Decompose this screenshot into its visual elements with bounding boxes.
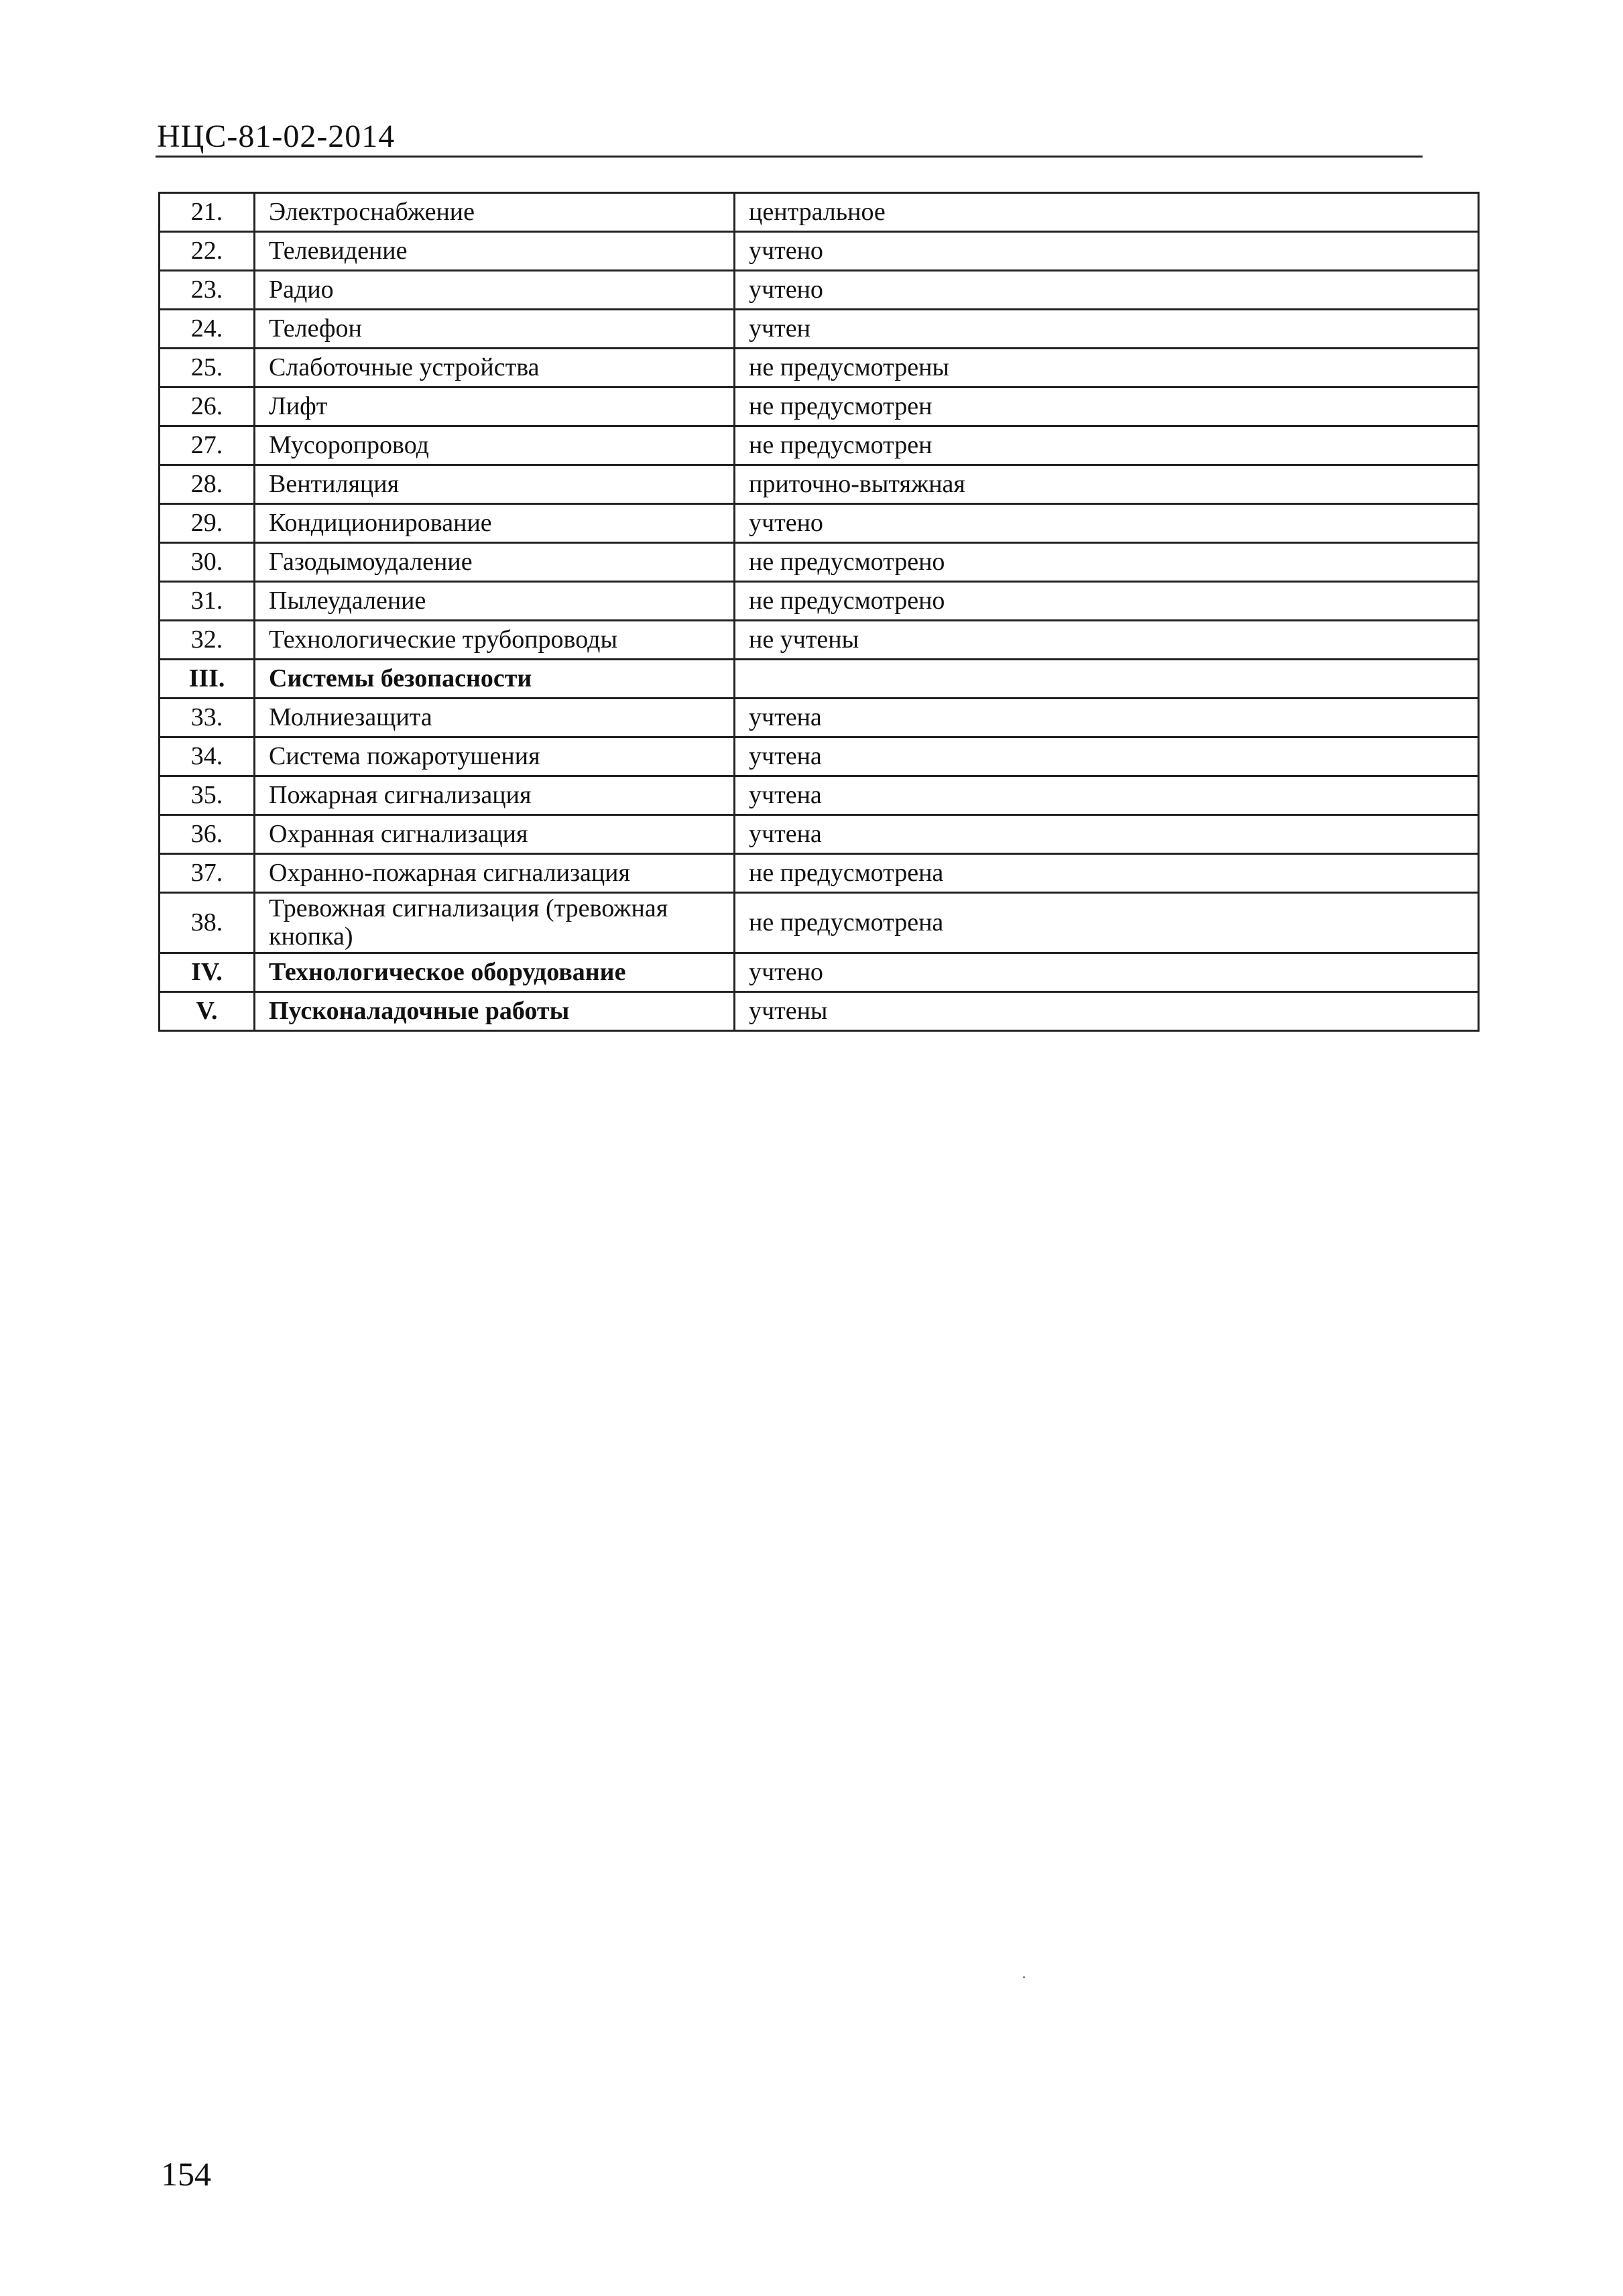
- row-name-cell: Охранно-пожарная сигнализация: [255, 854, 735, 893]
- row-number-cell: 38.: [160, 893, 255, 953]
- row-name-cell: Системы безопасности: [255, 660, 735, 699]
- section-row: [160, 660, 1479, 699]
- row-number-cell: 27.: [160, 426, 255, 465]
- document-header: [156, 107, 1423, 158]
- row-name-cell: Мусоропровод: [255, 426, 735, 465]
- row-number-cell: 29.: [160, 504, 255, 543]
- row-name-cell: Молниезащита: [255, 699, 735, 737]
- row-number-cell: 32.: [160, 621, 255, 660]
- scan-speck: [1023, 1976, 1025, 1978]
- row-value-cell: не предусмотрено: [735, 543, 1479, 582]
- table-row: [160, 582, 1479, 621]
- row-number-cell: 22.: [160, 232, 255, 271]
- document-code: НЦС-81-02-2014: [157, 119, 396, 154]
- row-value-cell: учтена: [735, 737, 1479, 776]
- row-name-cell: Слаботочные устройства: [255, 349, 735, 387]
- row-number-cell: 34.: [160, 737, 255, 776]
- row-name-cell: Электроснабжение: [255, 193, 735, 232]
- row-value-cell: учтена: [735, 815, 1479, 854]
- row-name-cell: Радио: [255, 271, 735, 310]
- row-name-cell: Вентиляция: [255, 465, 735, 504]
- row-name-cell: Пылеудаление: [255, 582, 735, 621]
- table-row: [160, 232, 1479, 271]
- row-value-cell: учтена: [735, 776, 1479, 815]
- row-value-cell: не предусмотрен: [735, 426, 1479, 465]
- row-number-cell: 24.: [160, 310, 255, 349]
- row-number-cell: 30.: [160, 543, 255, 582]
- specification-table: [158, 192, 1480, 1032]
- section-row: [160, 953, 1479, 992]
- table-row: [160, 893, 1479, 953]
- table-row: [160, 193, 1479, 232]
- row-value-cell: [735, 660, 1479, 699]
- row-name-cell: Пусконаладочные работы: [255, 992, 735, 1031]
- table-row: [160, 271, 1479, 310]
- row-name-cell: Пожарная сигнализация: [255, 776, 735, 815]
- table-row: [160, 699, 1479, 737]
- row-name-cell: Технологические трубопроводы: [255, 621, 735, 660]
- table-row: [160, 426, 1479, 465]
- row-number-cell: 25.: [160, 349, 255, 387]
- row-name-cell: Система пожаротушения: [255, 737, 735, 776]
- row-value-cell: учтено: [735, 271, 1479, 310]
- row-value-cell: не предусмотрен: [735, 387, 1479, 426]
- row-number-cell: IV.: [160, 953, 255, 992]
- page-number: 154: [161, 2155, 211, 2193]
- row-number-cell: 26.: [160, 387, 255, 426]
- row-value-cell: приточно-вытяжная: [735, 465, 1479, 504]
- row-number-cell: 21.: [160, 193, 255, 232]
- section-row: [160, 992, 1479, 1031]
- specification-table-body: [160, 193, 1479, 1031]
- row-number-cell: 35.: [160, 776, 255, 815]
- row-value-cell: не предусмотрено: [735, 582, 1479, 621]
- table-row: [160, 465, 1479, 504]
- row-value-cell: центральное: [735, 193, 1479, 232]
- row-name-cell: Тревожная сигнализация (тревожная кнопка): [255, 893, 735, 953]
- row-number-cell: 23.: [160, 271, 255, 310]
- row-value-cell: не предусмотрены: [735, 349, 1479, 387]
- row-value-cell: учтен: [735, 310, 1479, 349]
- row-value-cell: не учтены: [735, 621, 1479, 660]
- row-value-cell: учтено: [735, 953, 1479, 992]
- table-row: [160, 815, 1479, 854]
- row-value-cell: учтена: [735, 699, 1479, 737]
- row-value-cell: не предусмотрена: [735, 854, 1479, 893]
- table-row: [160, 776, 1479, 815]
- row-name-cell: Кондиционирование: [255, 504, 735, 543]
- row-number-cell: 33.: [160, 699, 255, 737]
- row-value-cell: не предусмотрена: [735, 893, 1479, 953]
- row-name-cell: Технологическое оборудование: [255, 953, 735, 992]
- row-number-cell: 31.: [160, 582, 255, 621]
- table-row: [160, 737, 1479, 776]
- row-name-cell: Газодымоудаление: [255, 543, 735, 582]
- row-number-cell: 36.: [160, 815, 255, 854]
- row-value-cell: учтено: [735, 232, 1479, 271]
- row-value-cell: учтено: [735, 504, 1479, 543]
- table-row: [160, 504, 1479, 543]
- row-name-cell: Телевидение: [255, 232, 735, 271]
- row-number-cell: 28.: [160, 465, 255, 504]
- table-row: [160, 310, 1479, 349]
- row-number-cell: V.: [160, 992, 255, 1031]
- row-value-cell: учтены: [735, 992, 1479, 1031]
- row-name-cell: Охранная сигнализация: [255, 815, 735, 854]
- row-name-cell: Телефон: [255, 310, 735, 349]
- row-number-cell: III.: [160, 660, 255, 699]
- table-row: [160, 854, 1479, 893]
- table-row: [160, 387, 1479, 426]
- row-name-cell: Лифт: [255, 387, 735, 426]
- table-row: [160, 621, 1479, 660]
- table-row: [160, 543, 1479, 582]
- table-row: [160, 349, 1479, 387]
- row-number-cell: 37.: [160, 854, 255, 893]
